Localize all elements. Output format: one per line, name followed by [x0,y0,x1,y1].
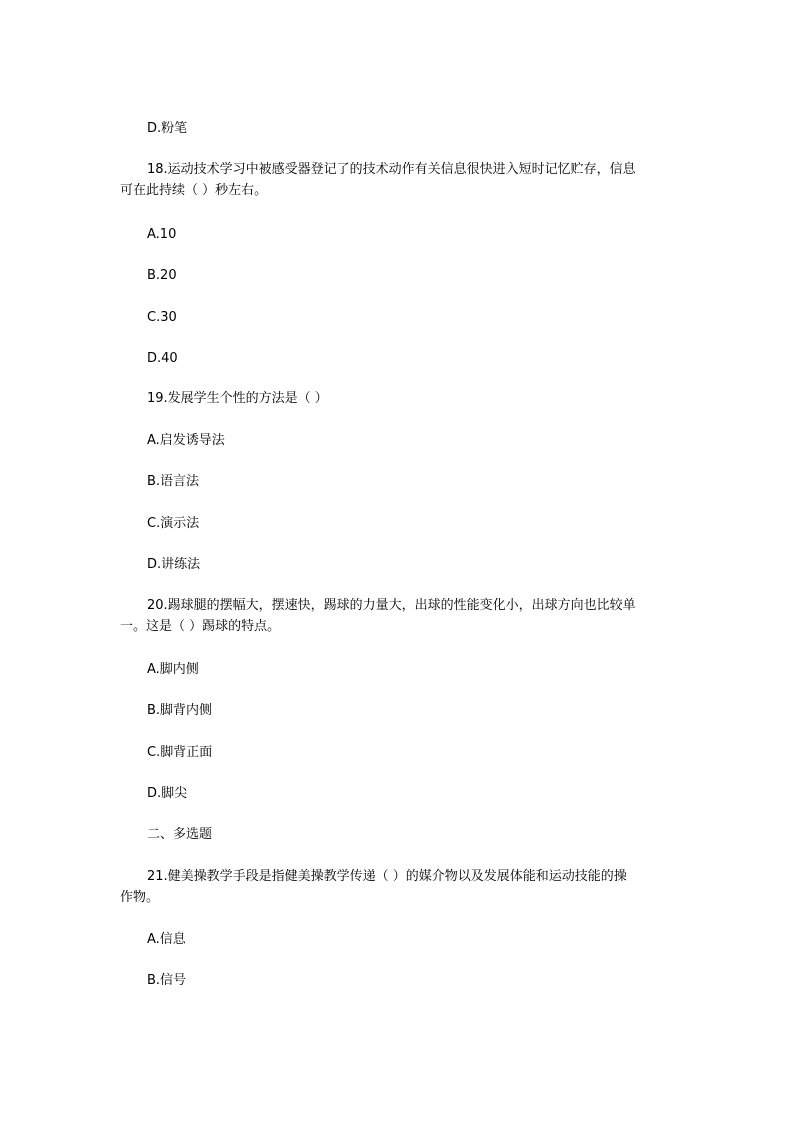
section-heading-multiple-choice: 二、多选题 [147,827,213,842]
q21-option-b: B.信号 [147,973,187,988]
q21-option-a: A.信息 [147,932,186,947]
q20-option-c: C.脚背正面 [147,745,213,760]
q18-option-c: C.30 [147,310,177,325]
q18-option-a: A.10 [147,227,177,242]
q20-option-a: A.脚内侧 [147,662,199,677]
q19-option-a: A.启发诱导法 [147,433,225,448]
q18-option-d: D.40 [147,351,178,366]
q19-option-b: B.语言法 [147,474,200,489]
q18-option-b: B.20 [147,268,177,283]
q17-option-d: D.粉笔 [147,121,188,136]
q20-stem-line-2: 一。这是（ ）踢球的特点。 [120,619,281,634]
q20-option-d: D.脚尖 [147,786,188,801]
q21-stem-line-1: 21.健美操教学手段是指健美操教学传递（ ）的媒介物以及发展体能和运动技能的操 [147,869,627,884]
q19-option-d: D.讲练法 [147,557,201,572]
q19-option-c: C.演示法 [147,516,200,531]
q20-option-b: B.脚背内侧 [147,703,213,718]
q19-stem: 19.发展学生个性的方法是（ ） [147,391,328,406]
q18-stem-line-1: 18.运动技术学习中被感受器登记了的技术动作有关信息很快进入短时记忆贮存，信息 [147,162,636,177]
q20-stem-line-1: 20.踢球腿的摆幅大，摆速快，踢球的力量大，出球的性能变化小，出球方向也比较单 [147,598,636,613]
q21-stem-line-2: 作物。 [120,890,160,905]
q18-stem-line-2: 可在此持续（ ）秒左右。 [120,183,268,198]
